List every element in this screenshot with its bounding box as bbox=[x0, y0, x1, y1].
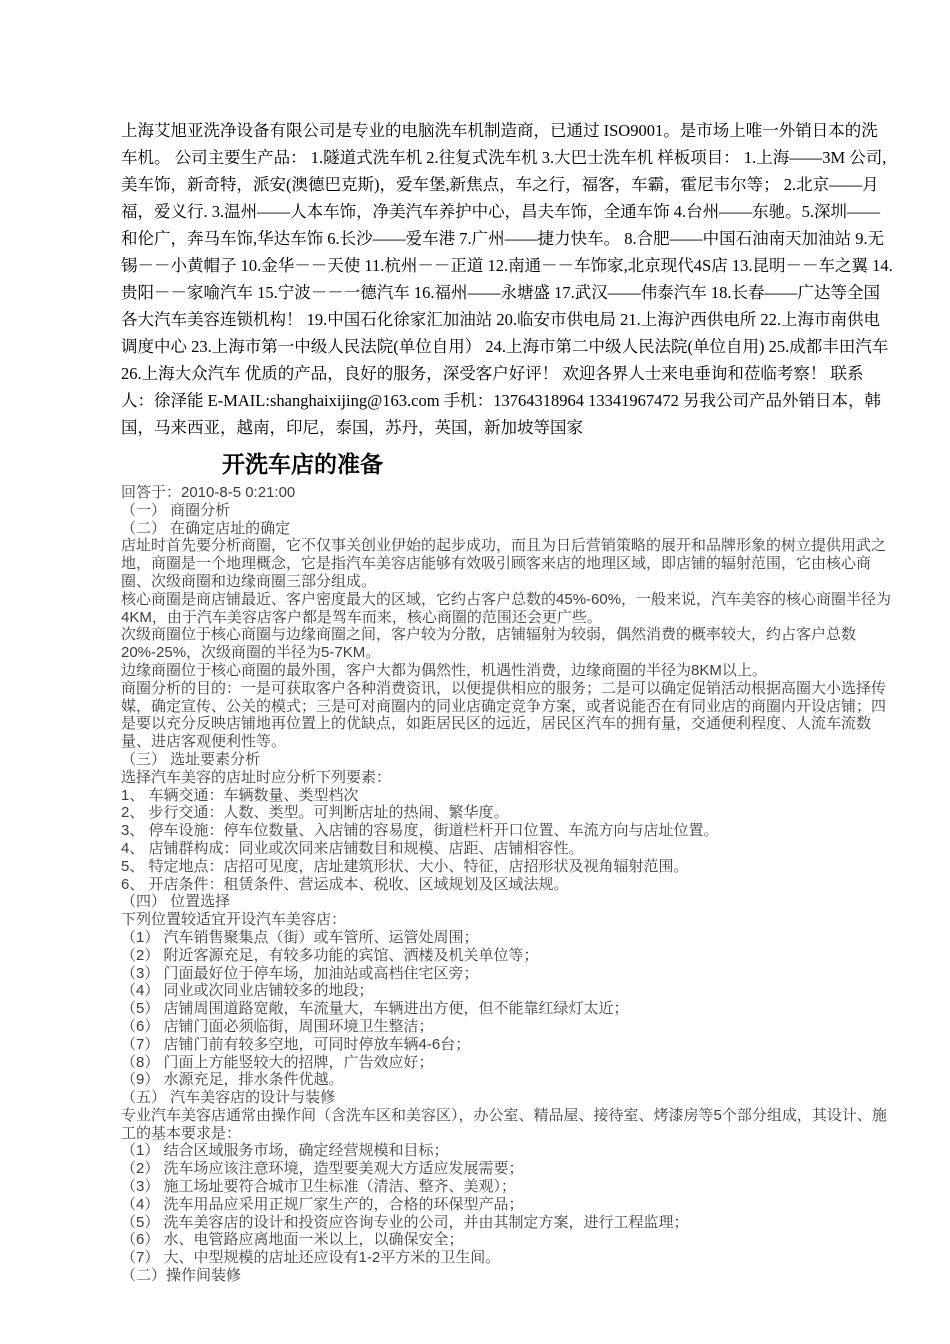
body-line: （四） 位置选择 bbox=[121, 893, 231, 911]
body-line: （二） 在确定店址的确定 bbox=[121, 519, 291, 537]
body-line: （4） 同业或次同业店铺较多的地段； bbox=[121, 982, 374, 1000]
body-line: 次级商圈位于核心商圈与边缘商圈之间，客户较为分散，店铺辐射为较弱，偶然消费的概率较大，约占客户总数20%-25%，次级商圈的半径为5-7KM。 bbox=[121, 626, 857, 662]
body-line: 下列位置较适宜开设汽车美容店： bbox=[121, 911, 347, 929]
body-line: 专业汽车美容店通常由操作间（含洗车区和美容区），办公室、精品屋、接待室、烤漆房等5个部分组成，其设计、施工的基本要求是： bbox=[121, 1106, 887, 1142]
company-intro-paragraph: 上海艾旭亚洗净设备有限公司是专业的电脑洗车机制造商，已通过 ISO9001。是市场上唯一外销日本的洗车机。 公司主要生产品： 1.隧道式洗车机 2.往复式洗车机 3.大巴士洗车机 样板项目： 1.上海——3M 公司,美车饰，新奇特，派安(澳德巴克斯)，爱车堡,新焦点，车之行，福客，车霸，霍尼韦尔等； 2.北京——月福，爱义行. 3.温州——人本车饰，净美汽车养护中心，昌夫车饰，全通车饰 4.台州——东驰。5.深圳——和伦广，奔马车饰,华达车饰 6.长沙——爱车港 7.广州——捷力快车。 8.合肥——中国石油南天加油站 9.无锡－－小黄帽子 10.金华－－天使 11.杭州－－正道 12.南通－－车饰家,北京现代4S店 13.昆明－－车之翼 14.贵阳－－家喻汽车 15.宁波－－一德汽车 16.福州——永塘盛 17.武汉——伟泰汽车 18.长春——广达等全国各大汽车美容连锁机构！ 19.中国石化徐家汇加油站 20.临安市供电局 21.上海沪西供电所 22.上海市南供电调度中心 23.上海市第一中级人民法院(单位自用） 24.上海市第二中级人民法院(单位自用) 25.成都丰田汽车 26.上海大众汽车 优质的产品，良好的服务，深受客户好评！ 欢迎各界人士来电垂询和莅临考察！ 联系人：徐泽能 E-MAIL:shanghaixijing@163.com 手机：13764318964 13341967472 另我公司产品外销日本，韩国，马来西亚，越南，印尼，泰国，苏丹，英国，新加坡等国家 bbox=[121, 121, 893, 437]
body-line: （五） 汽车美容店的设计与装修 bbox=[121, 1089, 336, 1107]
body-line: （4） 洗车用品应采用正规厂家生产的，合格的环保型产品； bbox=[121, 1195, 524, 1213]
body-line: （6） 水、电管路应离地面一米以上，以确保安全； bbox=[121, 1231, 464, 1249]
body-line: （7） 店铺门前有较多空地，可同时停放车辆4-6台； bbox=[121, 1035, 471, 1053]
body-line: （9） 水源充足，排水条件优越。 bbox=[121, 1071, 344, 1089]
body-line: 3、 停车设施：停车位数量、入店铺的容易度，街道栏杆开口位置、车流方向与店址位置。 bbox=[121, 822, 719, 840]
body-line: 边缘商圈位于核心商圈的最外围，客户大都为偶然性，机遇性消费，边缘商圈的半径为8KM以上。 bbox=[121, 661, 767, 679]
article-body bbox=[121, 502, 893, 1285]
body-line: 2、 步行交通：人数、类型。可判断店址的热闹、繁华度。 bbox=[121, 804, 509, 822]
body-line: 4、 店铺群构成：同业或次同来店铺数目和规模、店距、店铺相容性。 bbox=[121, 839, 584, 857]
body-line: （3） 施工场址要符合城市卫生标准（清洁、整齐、美观）； bbox=[121, 1178, 517, 1196]
body-line: 选择汽车美容的店址时应分析下列要素： bbox=[121, 768, 392, 786]
body-line: （二）操作间装修 bbox=[121, 1267, 242, 1285]
body-line: （5） 店铺周围道路宽敞，车流量大，车辆进出方便，但不能靠红绿灯太近； bbox=[121, 1000, 629, 1018]
body-line: （8） 门面上方能竖较大的招牌，广告效应好； bbox=[121, 1053, 434, 1071]
body-line: （5） 洗车美容店的设计和投资应咨询专业的公司，并由其制定方案，进行工程监理； bbox=[121, 1213, 689, 1231]
article-title: 开洗车店的准备 bbox=[222, 452, 383, 477]
body-line: （2） 洗车场应该注意环境，造型要美观大方适应发展需要； bbox=[121, 1160, 524, 1178]
body-line: （一） 商圈分析 bbox=[121, 501, 231, 519]
body-line: （3） 门面最好位于停车场，加油站或高档住宅区旁； bbox=[121, 964, 479, 982]
body-line: 1、 车辆交通：车辆数量、类型档次 bbox=[121, 786, 359, 804]
body-line: 商圈分析的目的：一是可获取客户各种消费资讯，以便提供相应的服务；二是可以确定促销活动根据高圈大小选择传媒，确定宣传、公关的模式；三是可对商圈内的同业店确定竞争方案，或者说能否在有同业店的商圈内开设店铺；四是要以充分反映店铺地再位置上的优缺点，如距居民区的远近，居民区汽车的拥有量，交通便利程度、人流车流数量、进店客观便利性等。 bbox=[121, 679, 887, 751]
body-line: 5、 特定地点：店招可见度，店址建筑形状、大小、特征，店招形状及视角辐射范围。 bbox=[121, 857, 689, 875]
body-line: 店址时首先要分析商圈，它不仅事关创业伊始的起步成功，而且为日后营销策略的展开和品牌形象的树立提供用武之地，商圈是一个地理概念，它是指汽车美容店能够有效吸引顾客来店的地理区域，即店铺的辐射范围，它由核心商圈、次级商圈和边缘商圈三部分组成。 bbox=[121, 537, 887, 590]
body-line: （1） 结合区域服务市场，确定经营规模和目标； bbox=[121, 1142, 449, 1160]
body-line: （三） 选址要素分析 bbox=[121, 750, 261, 768]
body-line: （2） 附近客源充足，有较多功能的宾馆、洒楼及机关单位等； bbox=[121, 946, 539, 964]
body-line: 核心商圈是商店铺最近、客户密度最大的区域，它约占客户总数的45%-60%，一般来说，汽车美容的核心商圈半径为4KM，由于汽车美容店客户都是驾车而来，核心商圈的范围还会更广些。 bbox=[121, 590, 892, 626]
body-line: （6） 店铺门面必须临街，周围环境卫生整洁； bbox=[121, 1017, 434, 1035]
body-line: （1） 汽车销售聚集点（街）或车管所、运管处周围； bbox=[121, 928, 479, 946]
body-line: （7） 大、中型规模的店址还应设有1-2平方米的卫生间。 bbox=[121, 1249, 501, 1267]
body-line: 6、 开店条件：租赁条件、营运成本、税收、区域规划及区域法规。 bbox=[121, 875, 569, 893]
answer-timestamp: 回答于：2010-8-5 0:21:00 bbox=[121, 484, 296, 501]
